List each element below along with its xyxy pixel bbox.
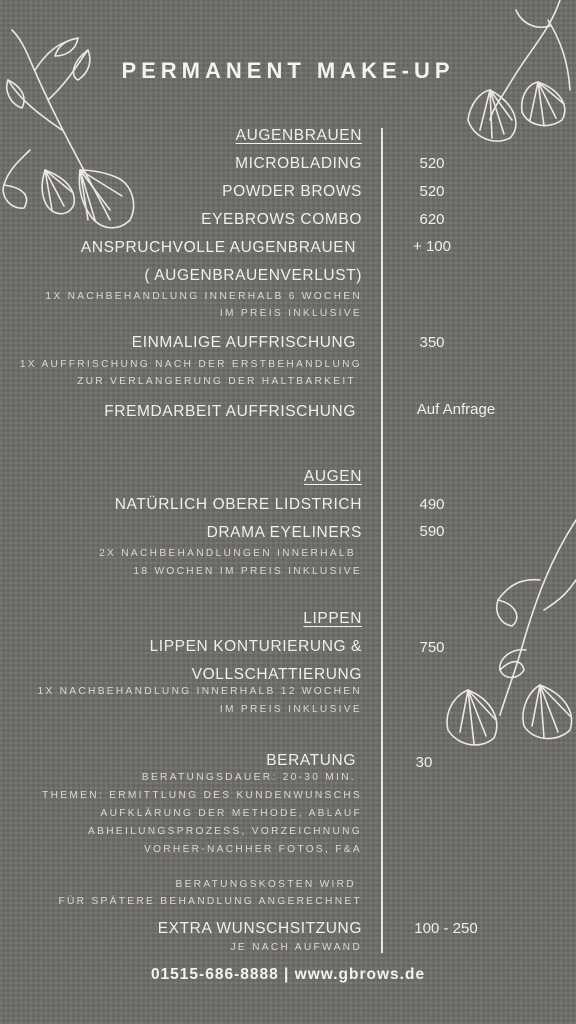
section-heading-augen: AUGEN bbox=[303, 468, 362, 485]
service-auffrischung-label: EINMALIGE AUFFRISCHUNG bbox=[131, 334, 356, 351]
service-eyebrows-combo-price: 620 bbox=[419, 211, 445, 228]
service-anspruchsvoll-price: + 100 bbox=[413, 238, 451, 255]
service-lippen-kontur-note: 1X NACHBEHANDLUNG INNERHALB 12 WOCHEN bbox=[37, 686, 362, 697]
service-anspruchsvoll-note-line2: IM PREIS INKLUSIVE bbox=[219, 308, 362, 319]
service-beratung-note: THEMEN: ERMITTLUNG DES KUNDENWUNSCHS bbox=[42, 790, 362, 801]
service-drama-eyeliners-note: 2X NACHBEHANDLUNGEN INNERHALB bbox=[99, 548, 356, 559]
service-microblading-label: MICROBLADING bbox=[235, 155, 362, 172]
service-beratung-note: BERATUNGSDAUER: 20-30 MIN. bbox=[141, 772, 356, 783]
service-lippen-kontur-label-line2: VOLLSCHATTIERUNG bbox=[191, 666, 362, 683]
column-divider bbox=[381, 128, 383, 953]
service-microblading-price: 520 bbox=[419, 155, 445, 172]
service-lippen-kontur-price: 750 bbox=[419, 639, 445, 656]
service-beratung-cost-note: FÜR SPÄTERE BEHANDLUNG ANGERECHNET bbox=[58, 896, 362, 907]
service-drama-eyeliners-label: DRAMA EYELINERS bbox=[206, 524, 362, 541]
service-fremdarbeit-price: Auf Anfrage bbox=[416, 401, 496, 418]
service-anspruchsvoll-note: 1X NACHBEHANDLUNG INNERHALB 6 WOCHEN bbox=[45, 291, 362, 302]
service-extra-wunschsitzung-label: EXTRA WUNSCHSITZUNG bbox=[157, 920, 362, 937]
service-lidstrich-price: 490 bbox=[419, 496, 445, 513]
service-beratung-cost-note: BERATUNGSKOSTEN WIRD bbox=[175, 879, 356, 890]
service-auffrischung-note-line2: ZUR VERLANGERUNG DER HALTBARKEIT bbox=[77, 376, 356, 387]
service-auffrischung-price: 350 bbox=[419, 334, 445, 351]
service-beratung-note: AUFKLÄRUNG DER METHODE, ABLAUF bbox=[100, 808, 362, 819]
service-beratung-note: ABHEILUNGSPROZESS, VORZEICHNUNG bbox=[88, 826, 362, 837]
contact-footer: 01515-686-8888 | www.gbrows.de bbox=[150, 966, 426, 983]
botanical-branch-icon bbox=[0, 20, 160, 240]
service-beratung-label: BERATUNG bbox=[266, 752, 356, 769]
section-heading-augenbrauen: AUGENBRAUEN bbox=[235, 127, 362, 144]
service-powder-brows-price: 520 bbox=[419, 183, 445, 200]
service-anspruchsvoll-label-line2: ( AUGENBRAUENVERLUST) bbox=[144, 267, 362, 284]
service-beratung-note: VORHER-NACHHER FOTOS, F&A bbox=[143, 844, 362, 855]
service-extra-wunschsitzung-price: 100 - 250 bbox=[414, 920, 478, 937]
service-drama-eyeliners-price: 590 bbox=[419, 523, 445, 540]
service-auffrischung-note: 1X AUFFRISCHUNG NACH DER ERSTBEHANDLUNG bbox=[19, 359, 362, 370]
service-fremdarbeit-label: FREMDARBEIT AUFFRISCHUNG bbox=[104, 403, 356, 420]
section-heading-lippen: LIPPEN bbox=[303, 610, 362, 627]
service-anspruchsvoll-label: ANSPRUCHVOLLE AUGENBRAUEN bbox=[80, 239, 356, 256]
service-drama-eyeliners-note-line2: 18 WOCHEN IM PREIS INKLUSIVE bbox=[133, 566, 362, 577]
service-lippen-kontur-label: LIPPEN KONTURIERUNG & bbox=[149, 638, 362, 655]
service-lidstrich-label: NATÜRLICH OBERE LIDSTRICH bbox=[114, 496, 362, 513]
page-title: PERMANENT MAKE-UP bbox=[121, 58, 455, 83]
service-eyebrows-combo-label: EYEBROWS COMBO bbox=[201, 211, 362, 228]
service-beratung-price: 30 bbox=[415, 754, 433, 771]
service-powder-brows-label: POWDER BROWS bbox=[222, 183, 362, 200]
service-lippen-kontur-note-line2: IM PREIS INKLUSIVE bbox=[219, 704, 362, 715]
service-extra-wunschsitzung-note: JE NACH AUFWAND bbox=[230, 942, 362, 953]
